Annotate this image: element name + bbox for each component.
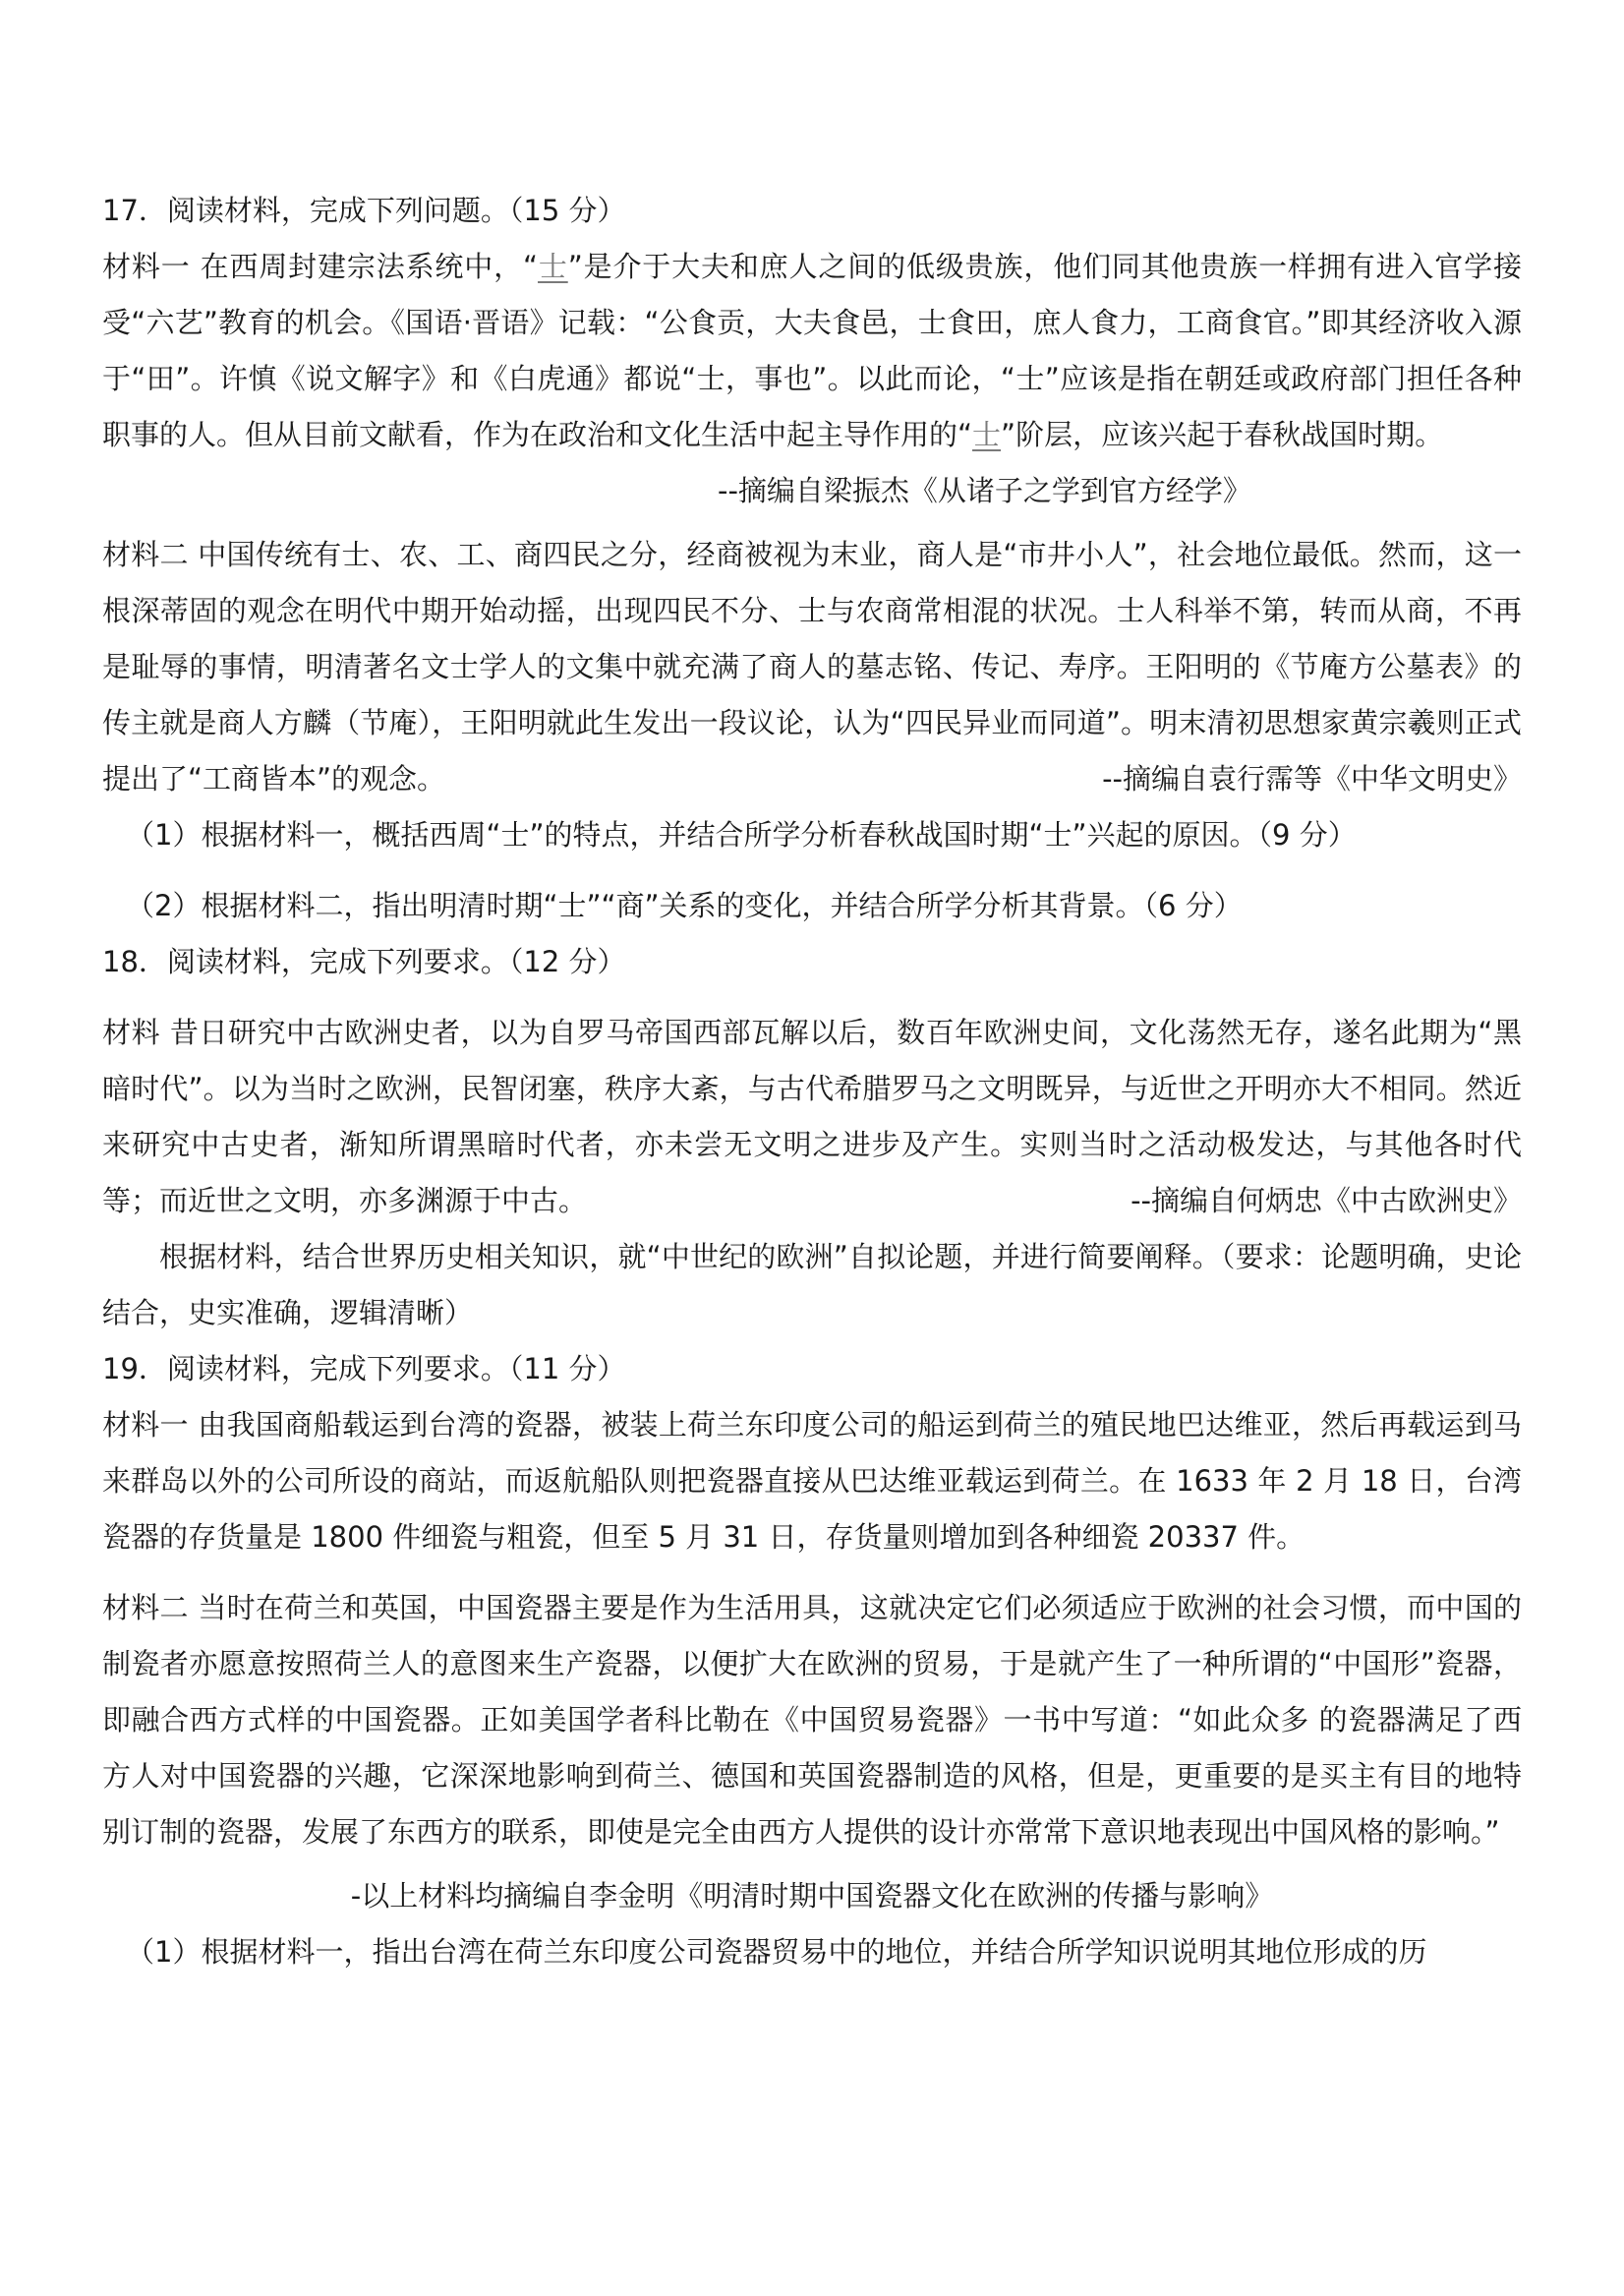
q18-material-text: 材料 昔日研究中古欧洲史者，以为自罗马帝国西部瓦解以后，数百年欧洲史间，文化荡然无存，遂名此期为“黑暗时代”。以为当时之欧洲，民智闭塞，秩序大紊，与古代希腊罗马之文明既异，与近世之开明亦大不相同。然近来研究中古史者，渐知所谓黑暗时代者，亦未尝无文明之进步及产生。实则当时之活动极发达，与其他各时代等；而近世之文明，亦多渊源于中古。	[102, 1016, 1522, 1217]
question-17-header: 17．阅读材料，完成下列问题。（15 分）	[102, 194, 626, 227]
q17-material-2-attribution: --摘编自袁行霈等《中华文明史》	[1102, 762, 1522, 795]
q19-subquestion-1: （1）根据材料一，指出台湾在荷兰东印度公司瓷器贸易中的地位，并结合所学知识说明其地位形成的历	[126, 1935, 1427, 1969]
q19-material-1-text: 材料一 由我国商船载运到台湾的瓷器，被装上荷兰东印度公司的船运到荷兰的殖民地巴达维亚，然后再载运到马来群岛以外的公司所设的商站，而返航船队则把瓷器直接从巴达维亚载运到荷兰。在 1633 年 2 月 18 日，台湾瓷器的存货量是 1800 件细瓷与粗瓷，但至 5 月 31 日，存货量则增加到各种细瓷 20337 件。	[102, 1408, 1522, 1554]
q17-subquestion-2: （2）根据材料二，指出明清时期“士”“商”关系的变化，并结合所学分析其背景。（6 分）	[126, 889, 1243, 922]
q17-material-1-underlined-term-1: 士	[538, 250, 568, 283]
q19-material-2-text: 材料二 当时在荷兰和英国，中国瓷器主要是作为生活用具，这就决定它们必须适应于欧洲的社会习惯，而中国的制瓷者亦愿意按照荷兰人的意图来生产瓷器，以便扩大在欧洲的贸易，于是就产生了一种所谓的“中国形”瓷器，即融合西方式样的中国瓷器。正如美国学者科比勒在《中国贸易瓷器》一书中写道：“如此众多 的瓷器满足了西方人对中国瓷器的兴趣，它深深地影响到荷兰、德国和英国瓷器制造的风格，但是，更重要的是买主有目的地特别订制的瓷器，发展了东西方的联系，即使是完全由西方人提供的设计亦常常下意识地表现出中国风格的影响。”	[102, 1591, 1522, 1849]
q18-material	[102, 1005, 1522, 1229]
q17-material-2-text: 材料二 中国传统有士、农、工、商四民之分，经商被视为末业，商人是“市井小人”，社会地位最低。然而，这一根深蒂固的观念在明代中期开始动摇，出现四民不分、士与农商常相混的状况。士人科举不第，转而从商，不再是耻辱的事情，明清著名文士学人的文集中就充满了商人的墓志铭、传记、寿序。王阳明的《节庵方公墓表》的传主就是商人方麟（节庵），王阳明就此生发出一段议论，认为“四民异业而同道”。明末清初思想家黄宗羲则正式提出了“工商皆本”的观念。	[102, 538, 1522, 795]
q17-material-1-underlined-term-2: 士	[972, 418, 1002, 451]
q17-material-1-suffix: ”阶层，应该兴起于春秋战国时期。	[1001, 418, 1444, 451]
q18-task: 根据材料，结合世界历史相关知识，就“中世纪的欧洲”自拟论题，并进行简要阐释。（要求：论题明确，史论结合，史实准确，逻辑清晰）	[102, 1240, 1522, 1329]
q17-material-1	[102, 239, 1522, 463]
question-18-header: 18．阅读材料，完成下列要求。（12 分）	[102, 945, 626, 978]
q17-subquestion-1: （1）根据材料一，概括西周“士”的特点，并结合所学分析春秋战国时期“士”兴起的原因。（9 分）	[126, 818, 1357, 852]
q17-material-1-attribution: --摘编自梁振杰《从诸子之学到官方经学》	[718, 474, 1251, 507]
q19-material-1	[102, 1397, 1522, 1565]
q18-material-attribution: --摘编自何炳忠《中古欧洲史》	[1131, 1184, 1522, 1217]
q19-material-2	[102, 1580, 1522, 1860]
q17-material-2	[102, 527, 1522, 807]
exam-document-page	[102, 183, 1522, 1980]
q17-material-1-prefix: 材料一 在西周封建宗法系统中，“	[102, 250, 539, 283]
question-19-header: 19．阅读材料，完成下列要求。（11 分）	[102, 1352, 626, 1385]
q17-material-1-middle: ”是介于大夫和庶人之间的低级贵族，他们同其他贵族一样拥有进入官学接受“六艺”教育的机会。《国语·晋语》记载：“公食贡，大夫食邑，士食田，庶人食力，工商食官。”即其经济收入源于“田”。许慎《说文解字》和《白虎通》都说“士，事也”。以此而论，“士”应该是指在朝廷或政府部门担任各种职事的人。但从目前文献看，作为在政治和文化生活中起主导作用的“	[102, 250, 1522, 451]
q19-materials-attribution: -以上材料均摘编自李金明《明清时期中国瓷器文化在欧洲的传播与影响》	[350, 1879, 1274, 1913]
